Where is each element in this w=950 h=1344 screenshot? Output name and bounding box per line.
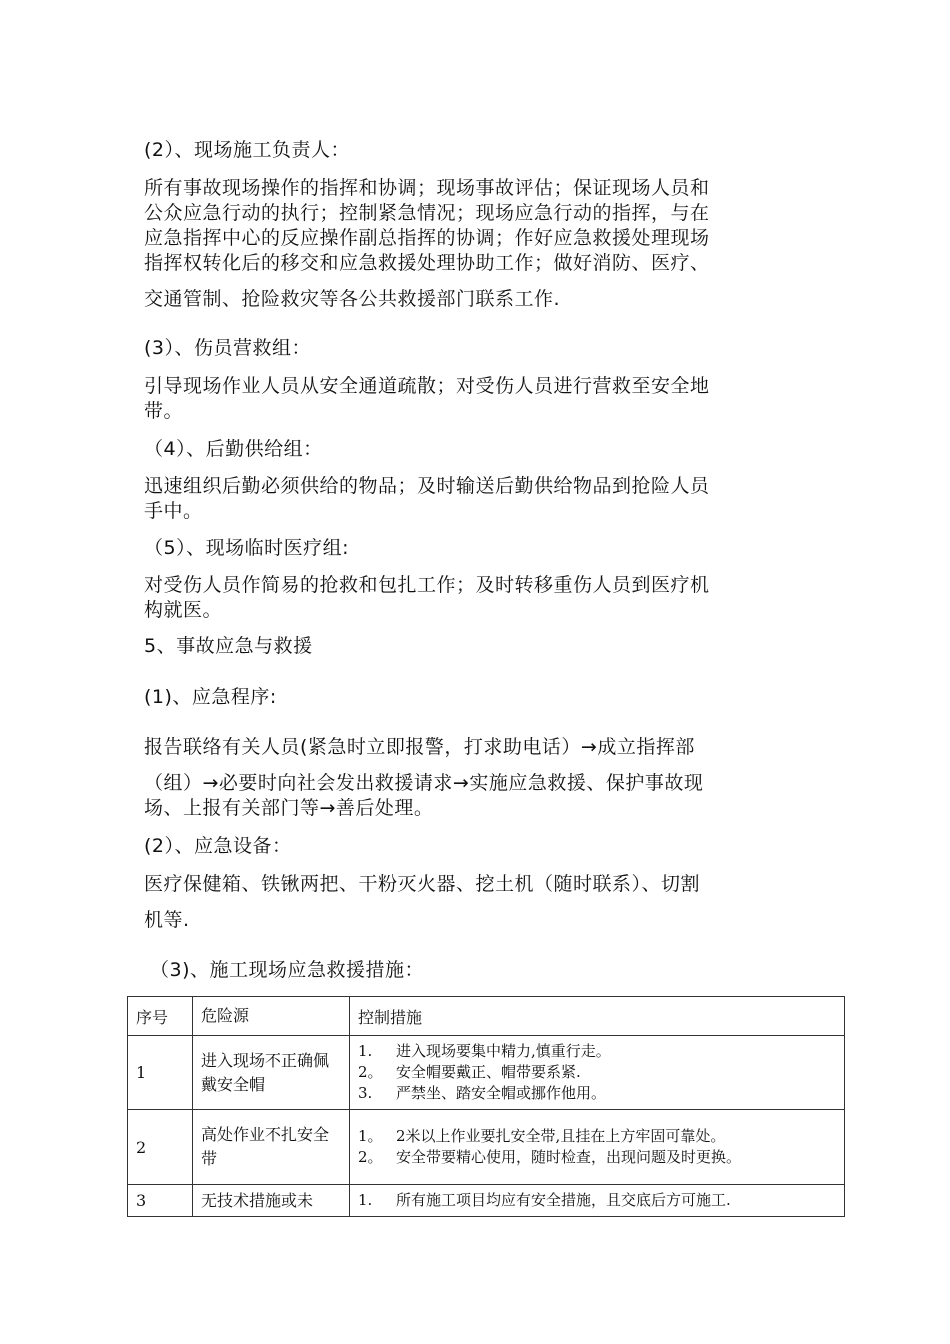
measure-item xyxy=(358,1083,836,1104)
paragraph-line: 公众应急行动的执行；控制紧急情况；现场应急行动的指挥，与在 xyxy=(144,202,710,224)
measure-item xyxy=(358,1190,836,1211)
row-index: 2 xyxy=(128,1110,193,1185)
header-measures: 控制措施 xyxy=(350,997,845,1036)
paragraph-line: 场、上报有关部门等→善后处理。 xyxy=(144,797,434,819)
row-hazard: 高处作业不扎安全带 xyxy=(193,1110,350,1185)
measure-text: 安全帽要戴正、帽带要系紧. xyxy=(396,1063,581,1081)
paragraph-line: 应急指挥中心的反应操作副总指挥的协调；作好应急救援处理现场 xyxy=(144,227,710,249)
paragraph-line: 带。 xyxy=(144,400,184,422)
row-measures xyxy=(350,1185,845,1217)
paragraph-line: 迅速组织后勤必须供给的物品；及时输送后勤供给物品到抢险人员 xyxy=(144,475,710,497)
paragraph-line: (2）、现场施工负责人： xyxy=(144,139,351,161)
paragraph-line: 报告联络有关人员(紧急时立即报警，打求助电话）→成立指挥部 xyxy=(144,736,695,758)
paragraph-line: (3）、伤员营救组： xyxy=(144,337,312,359)
paragraph-line: (2）、应急设备： xyxy=(144,835,292,857)
paragraph-line: 机等. xyxy=(144,909,190,931)
paragraph-line: 指挥权转化后的移交和应急救援处理协助工作；做好消防、医疗、 xyxy=(144,252,710,274)
measure-text: 安全带要精心使用，随时检查，出现问题及时更换。 xyxy=(396,1148,742,1166)
row-index: 1 xyxy=(128,1036,193,1110)
paragraph-line: 医疗保健箱、铁锹两把、干粉灭火器、挖土机（随时联系）、切割 xyxy=(144,873,701,895)
header-index: 序号 xyxy=(128,997,193,1036)
measure-text: 进入现场要集中精力,慎重行走。 xyxy=(396,1042,611,1060)
measure-number: 1。 xyxy=(358,1127,383,1145)
row-hazard: 进入现场不正确佩戴安全帽 xyxy=(193,1036,350,1110)
measure-number: 1. xyxy=(358,1191,373,1209)
row-hazard: 无技术措施或未 xyxy=(193,1185,350,1217)
measure-item xyxy=(358,1041,836,1062)
row-index: 3 xyxy=(128,1185,193,1217)
table-row xyxy=(128,1036,845,1110)
paragraph-line: 手中。 xyxy=(144,500,203,522)
paragraph-line: 对受伤人员作简易的抢救和包扎工作；及时转移重伤人员到医疗机 xyxy=(144,574,710,596)
paragraph-line: 引导现场作业人员从安全通道疏散；对受伤人员进行营救至安全地 xyxy=(144,375,710,397)
paragraph-line: （组）→必要时向社会发出救援请求→实施应急救援、保护事故现 xyxy=(144,772,704,794)
paragraph-line: 5、事故应急与救援 xyxy=(144,635,313,657)
paragraph-line: （4）、后勤供给组： xyxy=(144,438,323,460)
paragraph-line: 所有事故现场操作的指挥和协调；现场事故评估；保证现场人员和 xyxy=(144,177,710,199)
paragraph-line: （3)、施工现场应急救援措施： xyxy=(150,959,425,981)
table-row xyxy=(128,1110,845,1185)
measure-text: 所有施工项目均应有安全措施，且交底后方可施工. xyxy=(396,1191,731,1209)
table-header-row xyxy=(128,997,845,1036)
row-measures xyxy=(350,1036,845,1110)
emergency-measures-table xyxy=(127,996,845,1217)
measure-number: 2。 xyxy=(358,1148,383,1166)
table-row xyxy=(128,1185,845,1217)
paragraph-line: 交通管制、抢险救灾等各公共救援部门联系工作. xyxy=(144,288,561,310)
measure-text: 严禁坐、踏安全帽或挪作他用。 xyxy=(396,1084,607,1102)
header-hazard: 危险源 xyxy=(193,997,350,1036)
paragraph-line: (1)、应急程序: xyxy=(144,686,277,708)
paragraph-line: （5）、现场临时医疗组: xyxy=(144,537,349,559)
measure-text: 2米以上作业要扎安全带,且挂在上方牢固可靠处。 xyxy=(396,1127,726,1145)
measure-item xyxy=(358,1126,836,1147)
row-measures xyxy=(350,1110,845,1185)
measure-number: 2。 xyxy=(358,1063,383,1081)
paragraph-line: 构就医。 xyxy=(144,599,223,621)
measure-number: 1. xyxy=(358,1042,373,1060)
measure-number: 3. xyxy=(358,1084,373,1102)
measure-item xyxy=(358,1062,836,1083)
measure-item xyxy=(358,1147,836,1168)
